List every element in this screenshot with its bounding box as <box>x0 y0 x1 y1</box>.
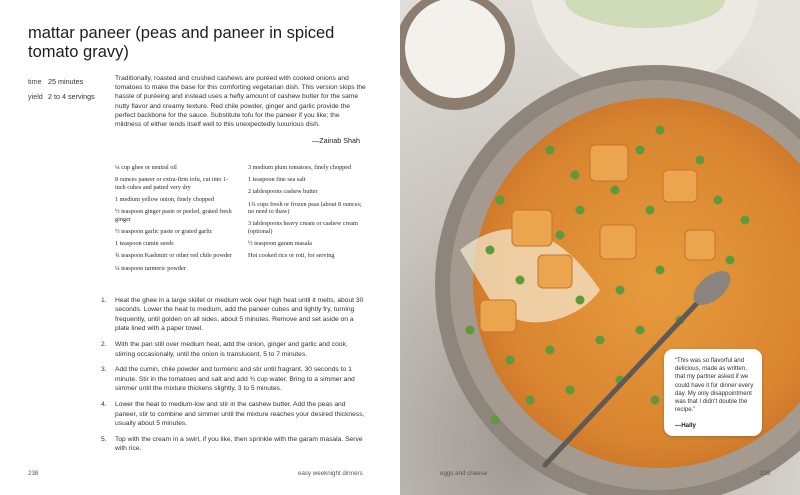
meta-time-label: time <box>28 77 42 86</box>
meta-yield-value: 2 to 4 servings <box>48 92 95 101</box>
step-number: 3. <box>101 366 107 374</box>
step-text: Lower the heat to medium-low and stir in the cashew butter. Add the peas and paneer, stir to combine and simmer until the mixture reaches your desired thickness, usually about 5 minutes. <box>115 401 365 427</box>
reader-quote-text: “This was so flavorful and delicious, made as written, that my partner asked if we could have it for dinner every day. My only disappointment was that I didn't double the recipe.” <box>675 357 754 414</box>
paneer-cube <box>663 170 697 202</box>
recipe-meta <box>28 74 118 104</box>
ingredient-item: ½ teaspoon garam masala <box>248 240 312 248</box>
ingredient-item: 2 tablespoons cashew butter <box>248 188 318 196</box>
ingredients-column-left <box>115 164 234 277</box>
paneer-cube <box>685 230 715 260</box>
ingredient-item: ¼ cup ghee or neutral oil <box>115 164 177 171</box>
ingredients-column-right <box>248 164 367 277</box>
recipe-title: mattar paneer (peas and paneer in spiced tomato gravy) <box>28 24 335 61</box>
ingredient-item: ¾ teaspoon Kashmiri or other red chile powder <box>115 252 232 260</box>
ingredient-item: 1¾ cups fresh or frozen peas (about 8 ounces; no need to thaw) <box>248 200 362 216</box>
step-number: 2. <box>101 341 107 349</box>
section-label-left: easy weeknight dinners <box>298 470 363 477</box>
step-number: 4. <box>101 401 107 409</box>
step-text: Heat the ghee in a large skillet or medium wok over high heat until it melts, about 30 seconds. Lower the heat to medium, add the paneer cubes and lightly fry, turning frequently, until golden on all sides, about 5 minutes. Remove and set aside on a plate lined with a paper towel. <box>115 297 364 333</box>
step-text: Add the cumin, chile powder and turmeric and stir until fragrant, 30 seconds to 1 minute. Stir in the tomatoes and salt and add ¾ cup water. Bring to a simmer and simmer until the mixture thickens slightly, 3 to 5 minutes. <box>115 366 355 393</box>
ingredient-item: Hot cooked rice or roti, for serving <box>248 252 335 260</box>
rice <box>405 0 505 98</box>
step-text: With the pan still over medium heat, add the onion, ginger and garlic and cook, stirring occasionally, until the onion is translucent, 5 to 7 minutes. <box>115 341 348 358</box>
meta-time <box>28 74 118 89</box>
ingredient-item: 1 teaspoon cumin seeds <box>115 240 174 248</box>
meta-yield <box>28 89 118 104</box>
paneer-cube <box>480 300 516 332</box>
ingredient-item: 1 teaspoon fine sea salt <box>248 176 306 184</box>
ingredient-item: 3 tablespoons heavy cream or cashew cream (optional) <box>248 220 358 235</box>
paneer-cube <box>590 145 628 181</box>
reader-quote-author: —Hally <box>675 422 696 429</box>
ingredient-item: 8 ounces paneer or extra-firm tofu, cut into 1-inch cubes and patted very dry <box>115 176 229 191</box>
recipe-intro: Traditionally, roasted and crushed cashews are puréed with cooked onions and tomatoes to make the base for this comforting vegetarian dish. This version skips the hassle of puréeing and instead uses a hefty amount of cashew butter for the same nutty flavor and creamy texture. Red chile powder, ginger and garlic provide the perfect backbone for the sauce. Substitute tofu for the paneer if you like; the mildness of either lends itself well to this unexpectedly luxurious dish. <box>115 75 366 129</box>
method-step <box>101 365 369 393</box>
paneer-cube <box>538 255 572 288</box>
ingredient-item: 1 medium yellow onion, finely chopped <box>115 195 214 203</box>
ingredient-item: ¼ teaspoon turmeric powder <box>115 264 186 272</box>
method-step <box>101 400 369 428</box>
page-number-left: 238 <box>28 470 39 477</box>
ingredient-item: 3 medium plum tomatoes, finely chopped <box>248 164 352 171</box>
step-number: 1. <box>101 297 107 304</box>
section-label-right: eggs and cheese <box>440 470 488 477</box>
method-step <box>101 340 369 359</box>
ingredient-item: ½ teaspoon ginger paste or peeled, grated fresh ginger <box>115 208 232 223</box>
meta-time-value: 25 minutes <box>48 77 84 86</box>
page-number-right: 239 <box>760 470 771 477</box>
ingredient-item: ½ teaspoon garlic paste or grated garlic <box>115 227 213 235</box>
ingredients-list <box>115 164 367 277</box>
method-step <box>101 296 369 334</box>
paneer-cube <box>600 225 636 259</box>
step-text: Top with the cream in a swirl, if you like, then sprinkle with the garam masala. Serve with rice. <box>115 435 363 453</box>
step-number: 5. <box>101 435 107 443</box>
method-steps <box>101 296 369 460</box>
paneer-cube <box>512 210 552 246</box>
method-step <box>101 435 369 454</box>
reader-quote-card <box>664 349 762 436</box>
meta-yield-label: yield <box>28 92 43 101</box>
recipe-attribution: —Zainab Shah <box>312 136 360 145</box>
